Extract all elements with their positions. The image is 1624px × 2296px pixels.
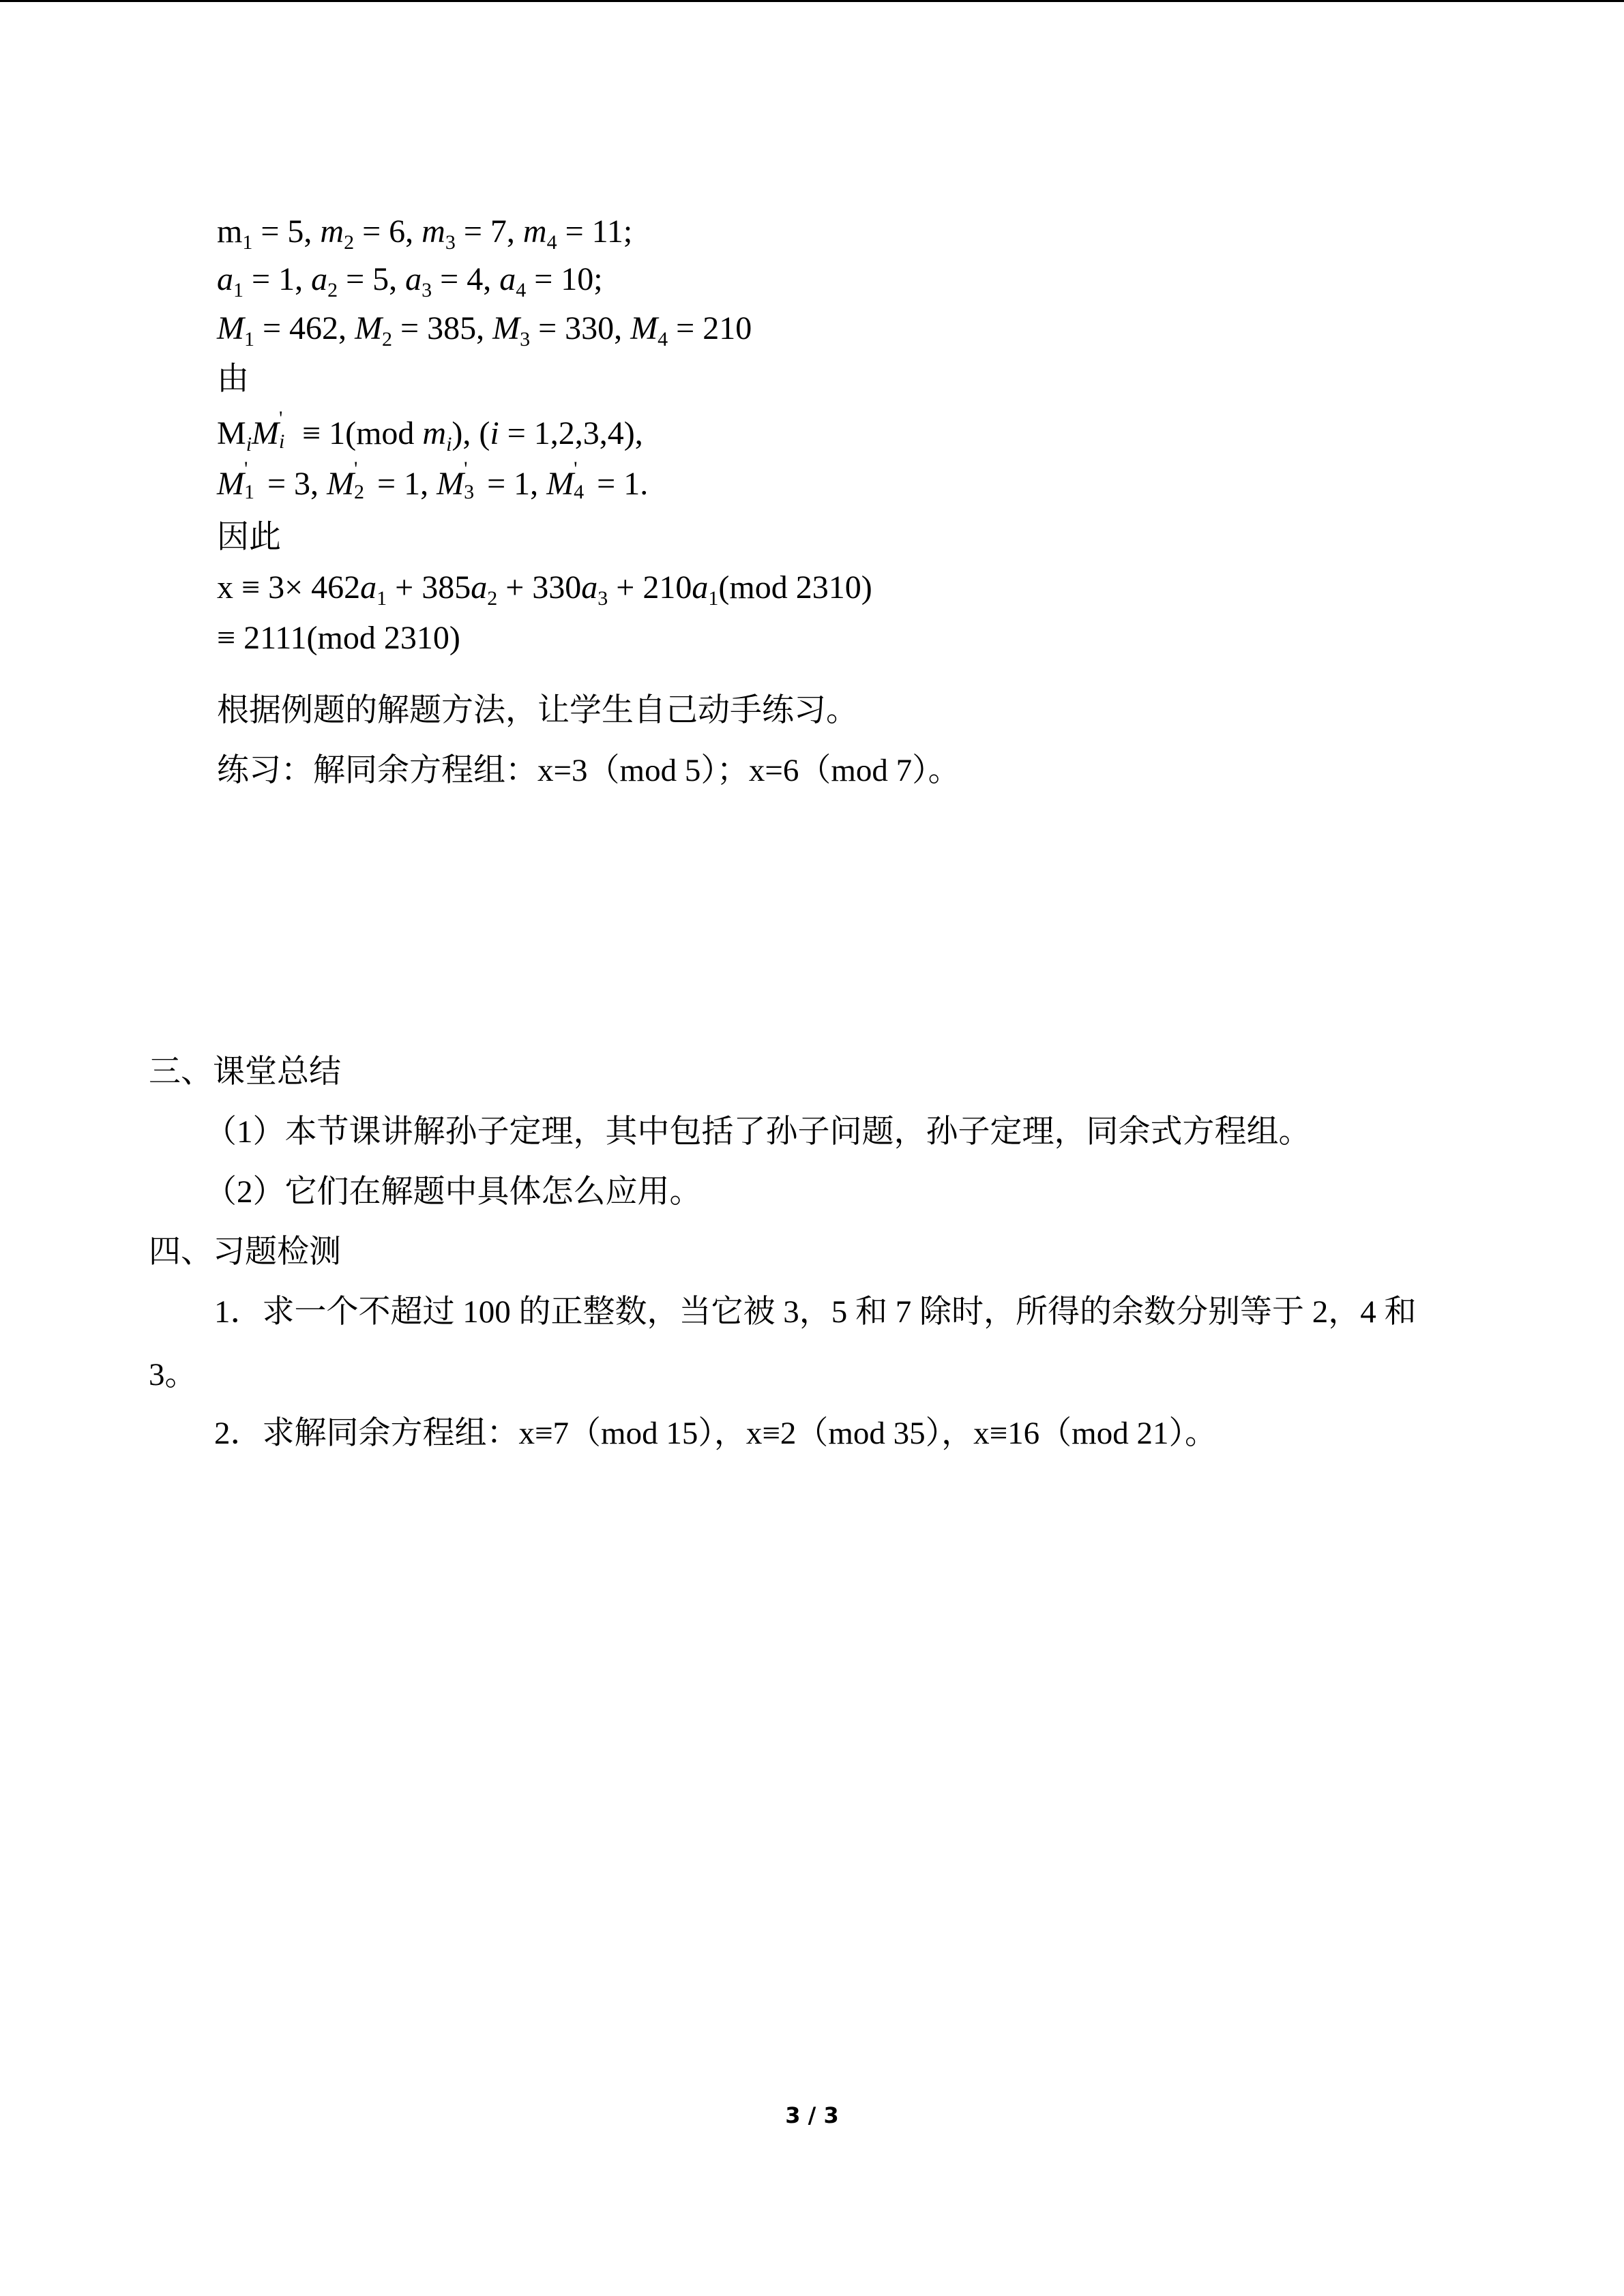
problem-1-line-2: 3。	[149, 1357, 197, 1392]
page-number: 3 / 3	[785, 2102, 839, 2128]
result-line-1: $x \equiv 3\times 462a_1 + 385a_2 + 330a_3 + 210a_1(mod$ 2310)	[217, 569, 872, 610]
practice-intro: 根据例题的解题方法，让学生自己动手练习。	[217, 693, 858, 728]
summary-heading: 三、课堂总结	[149, 1054, 341, 1090]
problem-2: 2．求解同余方程组：x≡7（mod 15），x≡2（mod 35），x≡16（mod 21）。	[214, 1416, 1217, 1451]
practice-exercise: 练习：解同余方程组：x=3（mod 5）；x=6（mod 7）。	[217, 753, 960, 788]
therefore-word: 因此	[217, 520, 281, 555]
residues-line: $a_1 = 1$, $a_2 = 5$, $a_3 = 4$, $a_4 = 10$;	[217, 261, 603, 301]
congruence-line: $M_iM$ ' i ≡ 1(mod $m_i$), (i = 1,2,3,4),	[217, 407, 643, 456]
inverse-line: M ' 1 = 3, M ' 2 = 1, M ' 3 = 1, M ' 4 = 1.	[217, 458, 649, 503]
M-values-line: $M_1 = 462$, $M_2 = 385$, $M_3 = 330$, $M_4 = 210$	[217, 310, 752, 351]
summary-item-2: （2）它们在解题中具体怎么应用。	[205, 1174, 702, 1210]
problem-1-line-1: 1．求一个不超过 100 的正整数，当它被 3，5 和 7 除时，所得的余数分别等于 2，4 和	[214, 1294, 1417, 1330]
moduli-line: $m_1 = 5$, $m_2 = 6$, $m_3 = 7$, $m_4 = 11$;	[217, 213, 633, 254]
exercises-heading: 四、习题检测	[149, 1234, 341, 1270]
by-word: 由	[217, 361, 249, 397]
result-line-2: ≡ 2111(mod 2310)	[217, 620, 460, 656]
summary-item-1: （1）本节课讲解孙子定理，其中包括了孙子问题，孙子定理，同余式方程组。	[205, 1114, 1311, 1150]
